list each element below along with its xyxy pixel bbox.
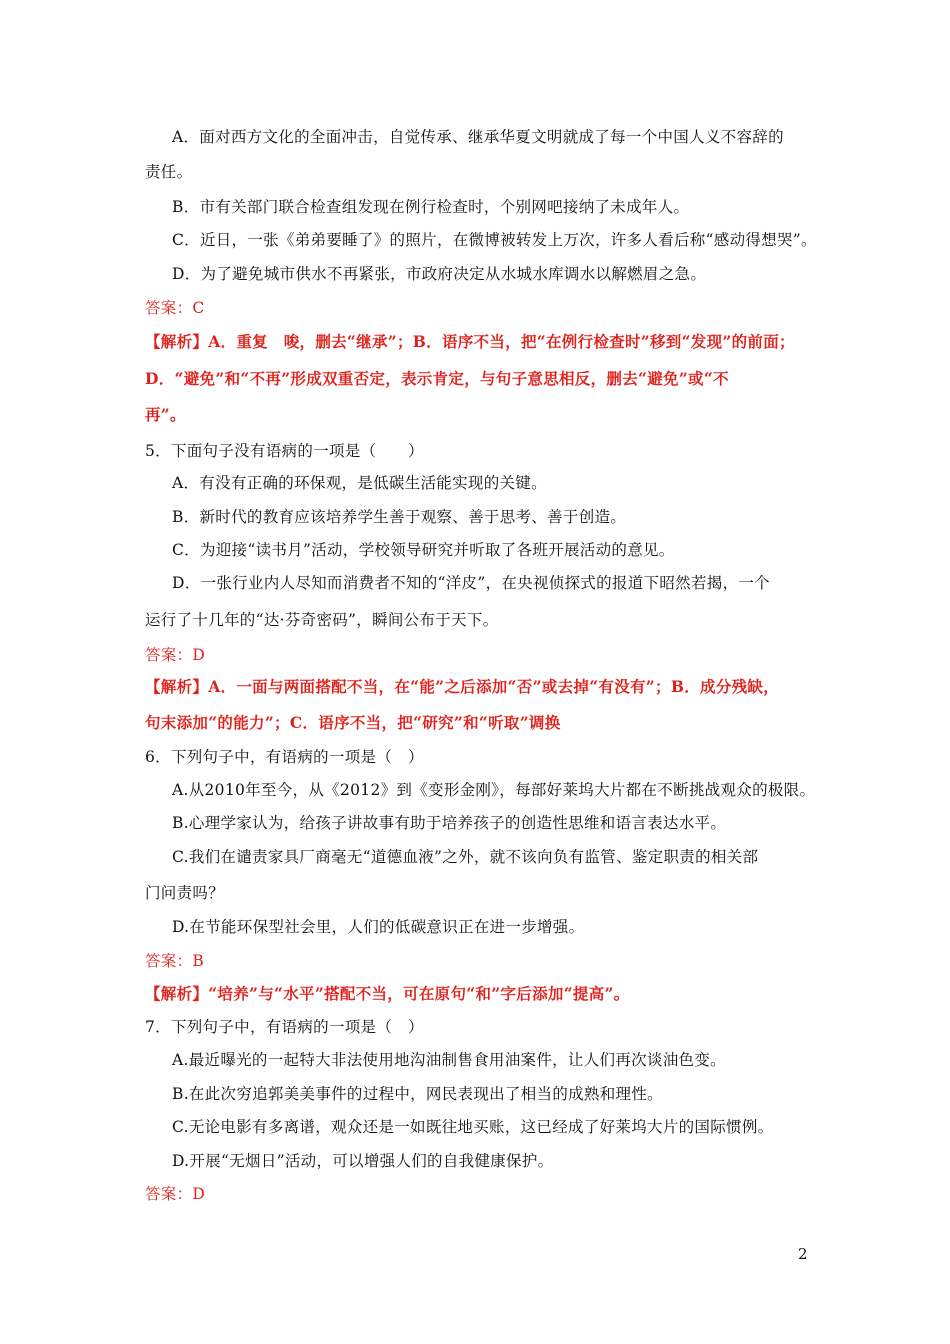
q5-explanation: 【解析】A．一面与两面搭配不当，在“能”之后添加“否”或去掉“有没有”；B．成分残缺， — [145, 677, 780, 696]
q4-option-a: A．面对西方文化的全面冲击，自觉传承、继承华夏文明就成了每一个中国人义不容辞的 — [172, 128, 784, 146]
page-number: 2 — [798, 1245, 808, 1263]
q5-option-d-cont: 运行了十几年的“达·芬奇密码”，瞬间公布于天下。 — [145, 611, 499, 629]
q7-option-a: A.最近曝光的一起特大非法使用地沟油制售食用油案件，让人们再次谈油色变。 — [172, 1051, 726, 1069]
q4-explanation-cont: D．“避免”和“不再”形成双重否定，表示肯定，与句子意思相反，删去“避免”或“不 — [145, 369, 729, 388]
q7-option-d: D.开展“无烟日”活动，可以增强人们的自我健康保护。 — [172, 1152, 554, 1170]
q6-question: 6．下列句子中，有语病的一项是（ ） — [145, 748, 424, 766]
q5-answer: 答案：D — [145, 646, 206, 664]
q4-option-d: D．为了避免城市供水不再紧张，市政府决定从水城水库调水以解燃眉之急。 — [172, 265, 707, 283]
q4-option-b: B．市有关部门联合检查组发现在例行检查时，个别网吧接纳了未成年人。 — [172, 198, 690, 216]
q7-answer: 答案：D — [145, 1185, 206, 1203]
q4-option-a-cont: 责任。 — [145, 163, 193, 181]
q7-option-c: C.无论电影有多离谱，观众还是一如既往地买账，这已经成了好莱坞大片的国际惯例。 — [172, 1118, 774, 1136]
q4-explanation: 【解析】A．重复 唆，删去“继承”；B．语序不当，把“在例行检查时”移到“发现”的前面； — [145, 332, 795, 351]
q6-option-b: B.心理学家认为，给孩子讲故事有助于培养孩子的创造性思维和语言表达水平。 — [172, 814, 727, 832]
q5-question: 5．下面句子没有语病的一项是（ ） — [145, 442, 424, 460]
q6-option-a: A.从2010年至今，从《2012》到《变形金刚》，每部好莱坞大片都在不断挑战观众的极限。 — [172, 781, 816, 799]
q5-option-c: C．为迎接“读书月”活动，学校领导研究并听取了各班开展活动的意见。 — [172, 541, 675, 559]
q5-explanation-cont: 句末添加“的能力”；C．语序不当，把“研究”和“听取”调换 — [145, 713, 561, 732]
q5-option-d: D．一张行业内人尽知而消费者不知的“洋皮”，在央视侦探式的报道下昭然若揭，一个 — [172, 574, 770, 592]
q5-option-a: A．有没有正确的环保观，是低碳生活能实现的关键。 — [172, 474, 547, 492]
q7-question: 7．下列句子中，有语病的一项是（ ） — [145, 1018, 424, 1036]
q6-option-d: D.在节能环保型社会里，人们的低碳意识正在进一步增强。 — [172, 918, 585, 936]
q4-answer: 答案：C — [145, 299, 205, 317]
q4-explanation-end: 再”。 — [145, 405, 186, 424]
q6-option-c-cont: 门问责吗？ — [145, 884, 225, 902]
q6-explanation: 【解析】“培养”与“水平”搭配不当，可在原句“和”字后添加“提高”。 — [145, 984, 630, 1003]
q5-option-b: B．新时代的教育应该培养学生善于观察、善于思考、善于创造。 — [172, 508, 627, 526]
q7-option-b: B.在此次穷追郭美美事件的过程中，网民表现出了相当的成熟和理性。 — [172, 1085, 663, 1103]
q6-answer: 答案：B — [145, 952, 205, 970]
q4-option-c: C．近日，一张《弟弟要睡了》的照片，在微博被转发上万次，许多人看后称“感动得想哭”。 — [172, 231, 817, 249]
q6-option-c: C.我们在谴责家具厂商毫无“道德血液”之外，就不该向负有监管、鉴定职责的相关部 — [172, 848, 759, 866]
